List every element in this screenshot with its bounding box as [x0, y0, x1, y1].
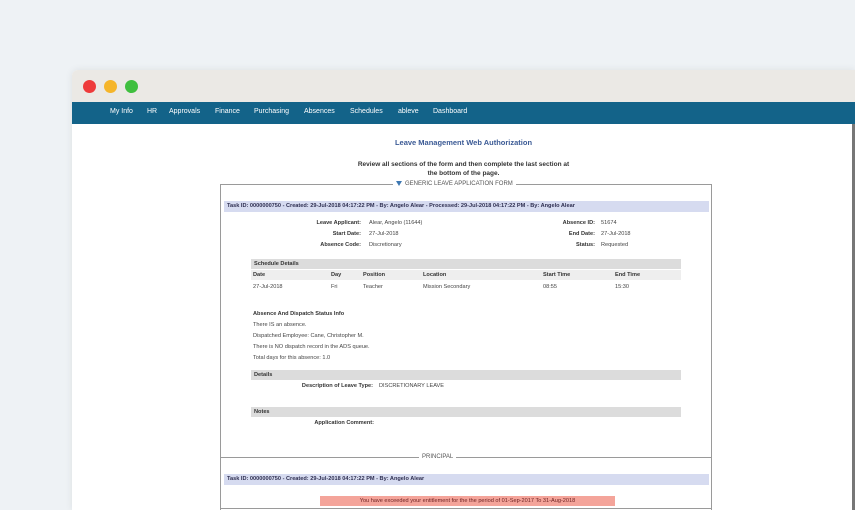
absence-id-label: Absence ID: [562, 220, 595, 227]
leave-applicant-value: Alear, Angelo (11644) [369, 220, 423, 227]
dispatch-heading: Absence And Dispatch Status Info [253, 311, 345, 318]
schedule-cell-start-time: 08:55 [543, 284, 557, 291]
leave-type-description-value: DISCRETIONARY LEAVE [379, 383, 444, 390]
nav-item-schedules[interactable]: Schedules [350, 108, 383, 115]
notes-heading: Notes [251, 407, 681, 417]
absence-code-label: Absence Code: [320, 242, 361, 249]
instructions-line-2: the bottom of the page. [427, 170, 500, 177]
dispatch-line-4: Total days for this absence: 1.0 [253, 355, 331, 362]
browser-titlebar [72, 70, 855, 102]
leave-applicant-label: Leave Applicant: [316, 220, 361, 227]
task-info-bar: Task ID: 0000000750 - Created: 29-Jul-2018 04:17:22 PM - By: Angelo Alear - Processed: 29-Jul-2018 04:17:22 PM - By: Angelo Alear [224, 201, 709, 212]
schedule-header-date: Date [253, 272, 266, 279]
form-legend[interactable] [393, 181, 516, 187]
page-title: Leave Management Web Authorization [394, 138, 533, 147]
nav-item-approvals[interactable]: Approvals [169, 108, 201, 115]
page-content [72, 124, 855, 510]
dispatch-line-2: Dispatched Employee: Cane, Christopher M. [253, 333, 364, 340]
leave-type-description-label: Description of Leave Type: [301, 383, 373, 390]
nav-item-finance[interactable]: Finance [215, 108, 240, 115]
absence-code-value: Discretionary [369, 242, 402, 249]
dispatch-line-3: There is NO dispatch record in the ADS queue. [253, 344, 370, 351]
start-date-value: 27-Jul-2018 [369, 231, 399, 238]
end-date-label: End Date: [568, 231, 595, 238]
schedule-cell-position: Teacher [363, 284, 383, 291]
nav-item-my-info[interactable]: My Info [110, 108, 133, 115]
instructions-line-1: Review all sections of the form and then complete the last section at [357, 161, 570, 168]
nav-item-absences[interactable]: Absences [304, 108, 335, 115]
close-window-button[interactable] [83, 80, 96, 93]
end-date-value: 27-Jul-2018 [601, 231, 631, 238]
nav-item-ableve[interactable]: ableve [398, 108, 419, 115]
collapse-triangle-icon[interactable] [396, 181, 402, 186]
maximize-window-button[interactable] [125, 80, 138, 93]
instructions [322, 160, 605, 178]
minimize-window-button[interactable] [104, 80, 117, 93]
schedule-header-end-time: End Time [615, 272, 641, 279]
status-label: Status: [576, 242, 595, 249]
application-comment-label: Application Comment: [314, 420, 374, 427]
details-heading: Details [251, 370, 681, 380]
schedule-header-day: Day [331, 272, 342, 279]
dispatch-line-1: There IS an absence. [253, 322, 307, 329]
schedule-details-heading: Schedule Details [251, 259, 681, 269]
absence-id-value: 51674 [601, 220, 617, 227]
schedule-header-start-time: Start Time [543, 272, 571, 279]
principal-section [220, 454, 712, 510]
schedule-header-position: Position [363, 272, 386, 279]
form-legend-text: GENERIC LEAVE APPLICATION FORM [405, 181, 513, 188]
schedule-cell-location: Mission Secondary [423, 284, 471, 291]
schedule-cell-end-time: 15:30 [615, 284, 629, 291]
schedule-cell-date: 27-Jul-2018 [253, 284, 283, 291]
schedule-cell-day: Fri [331, 284, 338, 291]
start-date-label: Start Date: [332, 231, 361, 238]
schedule-header-location: Location [423, 272, 447, 279]
entitlement-alert: You have exceeded your entitlement for the the period of 01-Sep-2017 To 31-Aug-2018 [320, 496, 615, 506]
top-navbar [72, 102, 855, 124]
status-value: Requested [601, 242, 629, 249]
nav-item-hr[interactable]: HR [147, 108, 158, 115]
principal-legend: PRINCIPAL [422, 454, 454, 460]
browser-window [72, 70, 855, 510]
nav-item-purchasing[interactable]: Purchasing [254, 108, 290, 115]
principal-task-info-bar: Task ID: 0000000750 - Created: 29-Jul-2018 04:17:22 PM - By: Angelo Alear [224, 474, 709, 485]
nav-item-dashboard[interactable]: Dashboard [433, 108, 468, 115]
